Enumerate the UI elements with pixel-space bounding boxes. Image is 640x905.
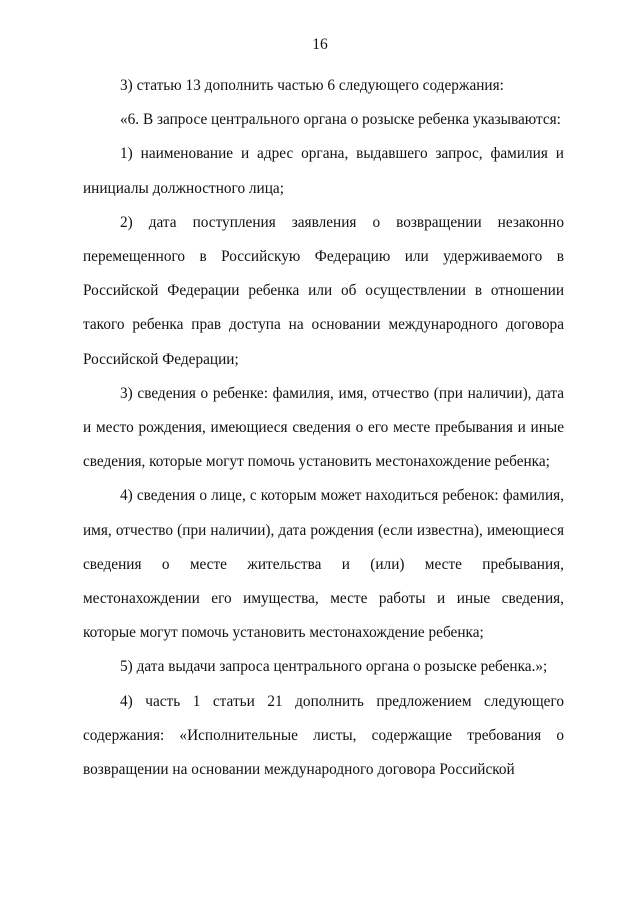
paragraph-subitem-2: 2) дата поступления заявления о возвращении незаконно перемещенного в Российскую Федерацию или удерживаемого в Российской Федерации ребенка или об осуществлении в отношении такого ребенка прав доступа на основании международного договора Российской Федерации; (83, 213, 564, 368)
paragraph-amend-article-13: 3) статью 13 дополнить частью 6 следующего содержания: (120, 77, 504, 94)
page-number: 16 (312, 36, 328, 53)
document-body (83, 69, 564, 787)
paragraph-subitem-1: 1) наименование и адрес органа, выдавшего запрос, фамилия и инициалы должностного лица; (83, 145, 564, 197)
paragraph-item-6-intro: «6. В запросе центрального органа о розыске ребенка указываются: (120, 111, 561, 129)
paragraph-subitem-4: 4) сведения о лице, с которым может находиться ребенок: фамилия, имя, отчество (при наличии), дата рождения (если известна), имеющиеся сведения о месте жительства и (или) месте пребывания, местонахождении его имущества, месте работы и иные сведения, которые могут помочь установить местонахождение ребенка; (83, 487, 564, 642)
paragraph-subitem-5: 5) дата выдачи запроса центрального органа о розыске ребенка.»; (120, 658, 548, 676)
paragraph-subitem-3: 3) сведения о ребенке: фамилия, имя, отчество (при наличии), дата и место рождения, имеющиеся сведения о его месте пребывания и иные сведения, которые могут помочь установить местонахождение ребенка; (83, 384, 564, 471)
paragraph-amend-article-21: 4) часть 1 статьи 21 дополнить предложением следующего содержания: «Исполнительные листы, содержащие требования о возвращении на основании международного договора Российской (83, 692, 564, 779)
